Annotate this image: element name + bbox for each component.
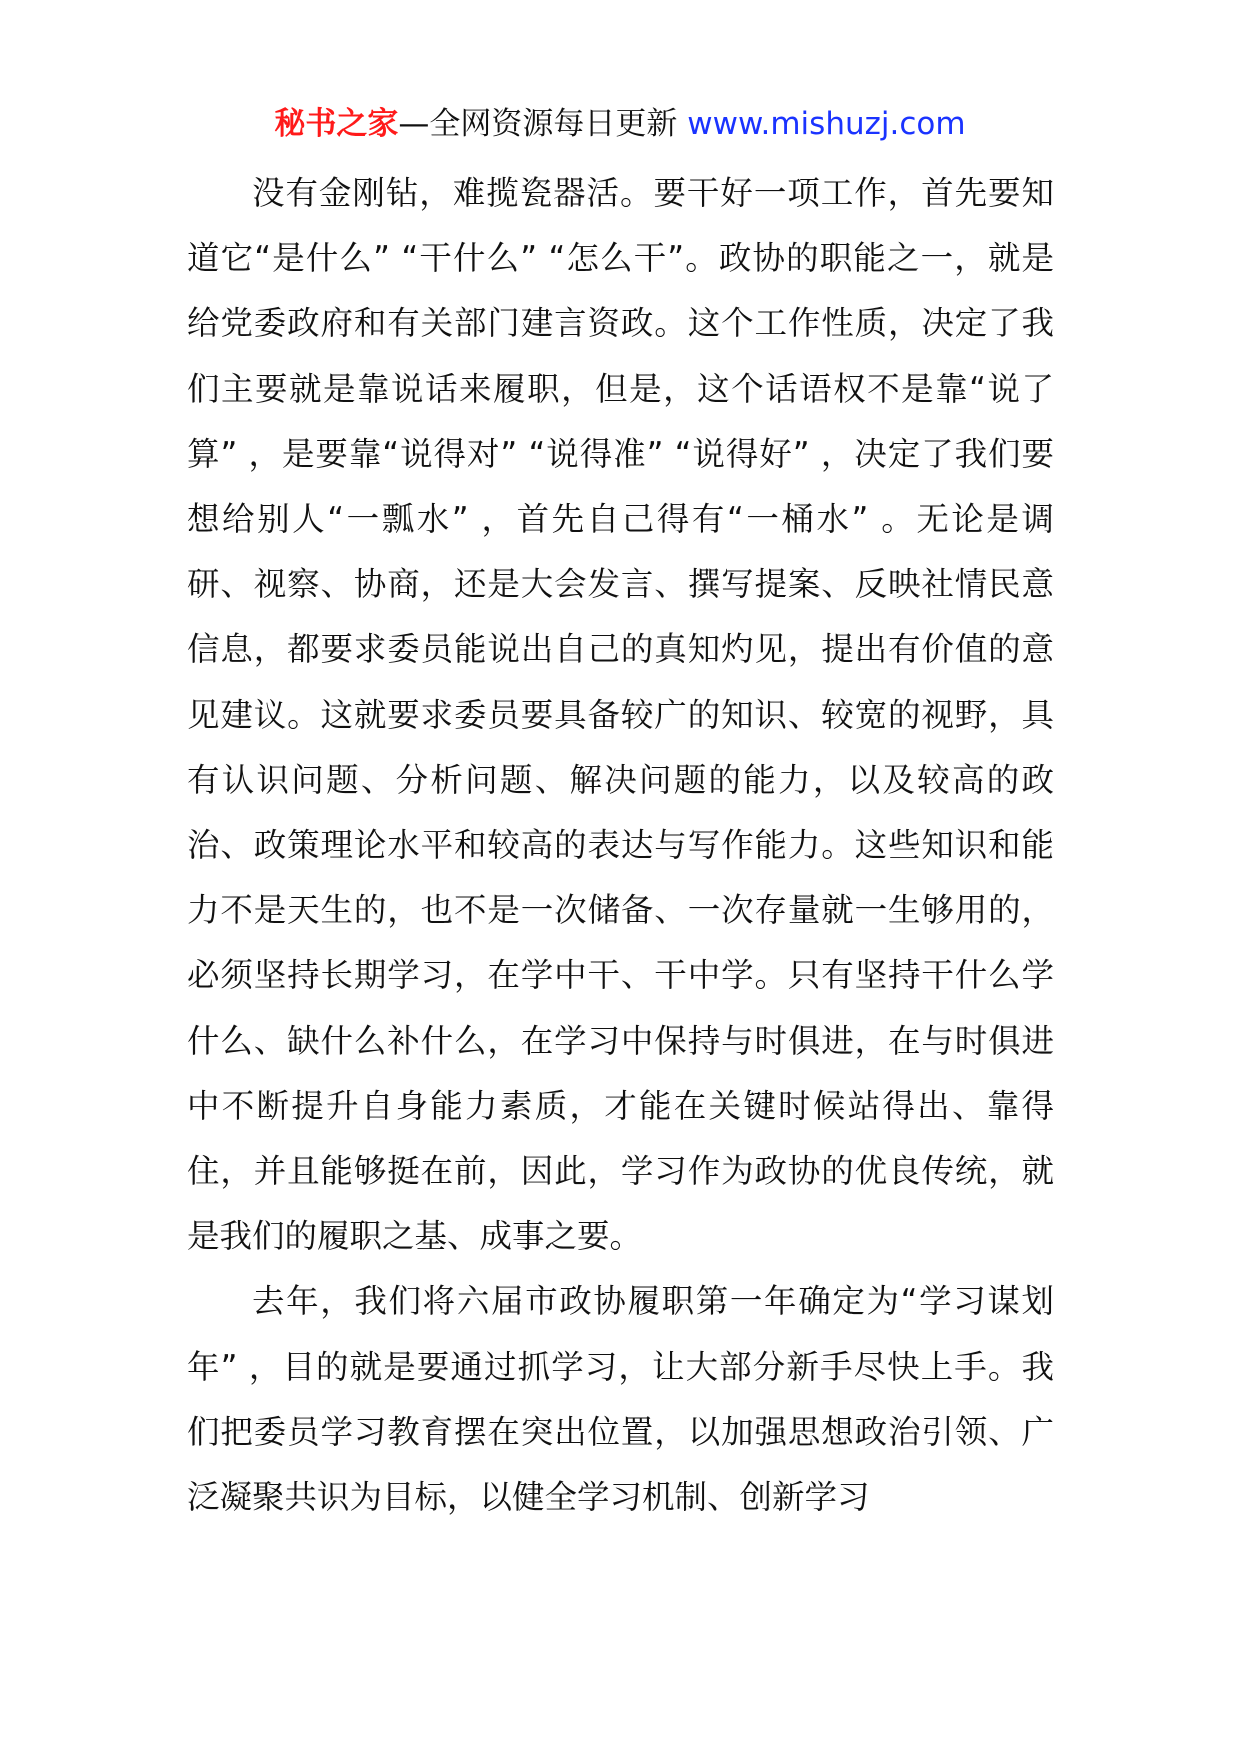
paragraph-2: 去年，我们将六届市政协履职第一年确定为“学习谋划年” ，目的就是要通过抓学习，让大部分新手尽快上手。我们把委员学习教育摆在突出位置，以加强思想政治引领、广泛凝聚共识为目标，以健全学习机制、创新学习 (187, 1282, 1054, 1517)
paragraph-1: 没有金刚钻，难揽瓷器活。要干好一项工作，首先要知道它“是什么” “干什么” “怎么干”。政协的职能之一，就是给党委政府和有关部门建言资政。这个工作性质，决定了我们主要就是靠说话来履职，但是，这个话语权不是靠“说了算” ，是要靠“说得对” “说得准” “说得好” ，决定了我们要想给别人“一瓢水” ，首先自己得有“一桶水” 。无论是调研、视察、协商，还是大会发言、撰写提案、反映社情民意信息，都要求委员能说出自己的真知灼见，提出有价值的意见建议。这就要求委员要具备较广的知识、较宽的视野，具有认识问题、分析问题、解决问题的能力，以及较高的政治、政策理论水平和较高的表达与写作能力。这些知识和能力不是天生的，也不是一次储备、一次存量就一生够用的，必须坚持长期学习，在学中干、干中学。只有坚持干什么学什么、缺什么补什么，在学习中保持与时俱进，在与时俱进中不断提升自身能力素质，才能在关键时候站得出、靠得住，并且能够挺在前，因此，学习作为政协的优良传统，就是我们的履职之基、成事之要。 (187, 174, 1054, 1256)
site-header (0, 100, 1240, 148)
document-body (187, 161, 1054, 1530)
header-tagline: —全网资源每日更新 (398, 106, 688, 142)
header-url[interactable]: www.mishuzj.com (687, 106, 966, 142)
brand-name: 秘书之家 (274, 106, 399, 142)
